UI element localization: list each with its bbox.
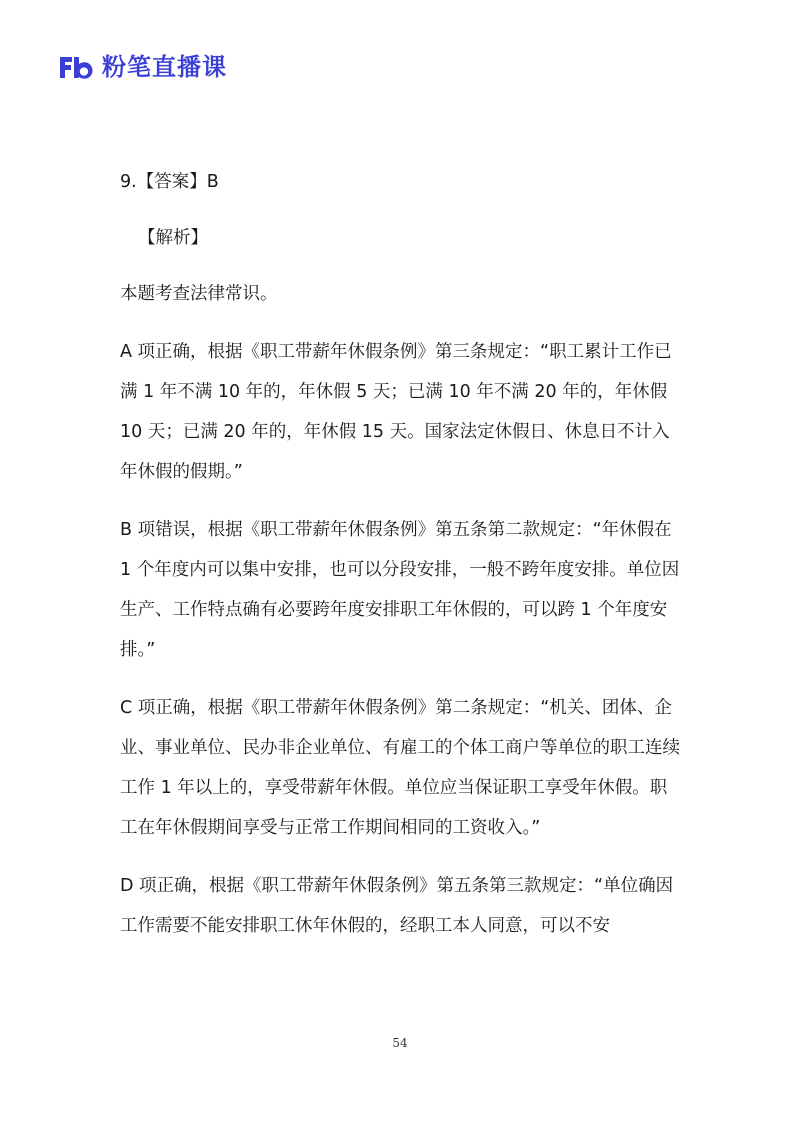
document-body: [120, 162, 680, 964]
answer-line: 9.【答案】B: [120, 172, 219, 192]
paragraph-option-d: D 项正确，根据《职工带薪年休假条例》第五条第三款规定：“单位确因工作需要不能安排职工休年休假的，经职工本人同意，可以不安: [120, 876, 674, 936]
page-number: 54: [392, 1036, 408, 1050]
paragraph-option-b: B 项错误，根据《职工带薪年休假条例》第五条第二款规定：“年休假在 1 个年度内可以集中安排，也可以分段安排，一般不跨年度安排。单位因生产、工作特点确有必要跨年度安排职工年休假的，可以跨 1 个年度安排。”: [120, 520, 680, 660]
brand-text: 粉笔直播课: [102, 53, 227, 81]
paragraph-option-c: C 项正确，根据《职工带薪年休假条例》第二条规定：“机关、团体、企业、事业单位、民办非企业单位、有雇工的个体工商户等单位的职工连续工作 1 年以上的，享受带薪年休假。单位应当保证职工享受年休假。职工在年休假期间享受与正常工作期间相同的工资收入。”: [120, 698, 680, 838]
paragraph-option-a: A 项正确，根据《职工带薪年休假条例》第三条规定：“职工累计工作已满 1 年不满 10 年的，年休假 5 天；已满 10 年不满 20 年的，年休假 10 天；已满 20 年的，年休假 15 天。国家法定休假日、休息日不计入年休假的假期。”: [120, 342, 672, 482]
brand-logo: [58, 52, 227, 82]
paragraph-topic: 本题考查法律常识。: [120, 284, 278, 304]
fenbi-logo-icon: [58, 53, 94, 81]
analysis-label: 【解析】: [138, 228, 208, 248]
